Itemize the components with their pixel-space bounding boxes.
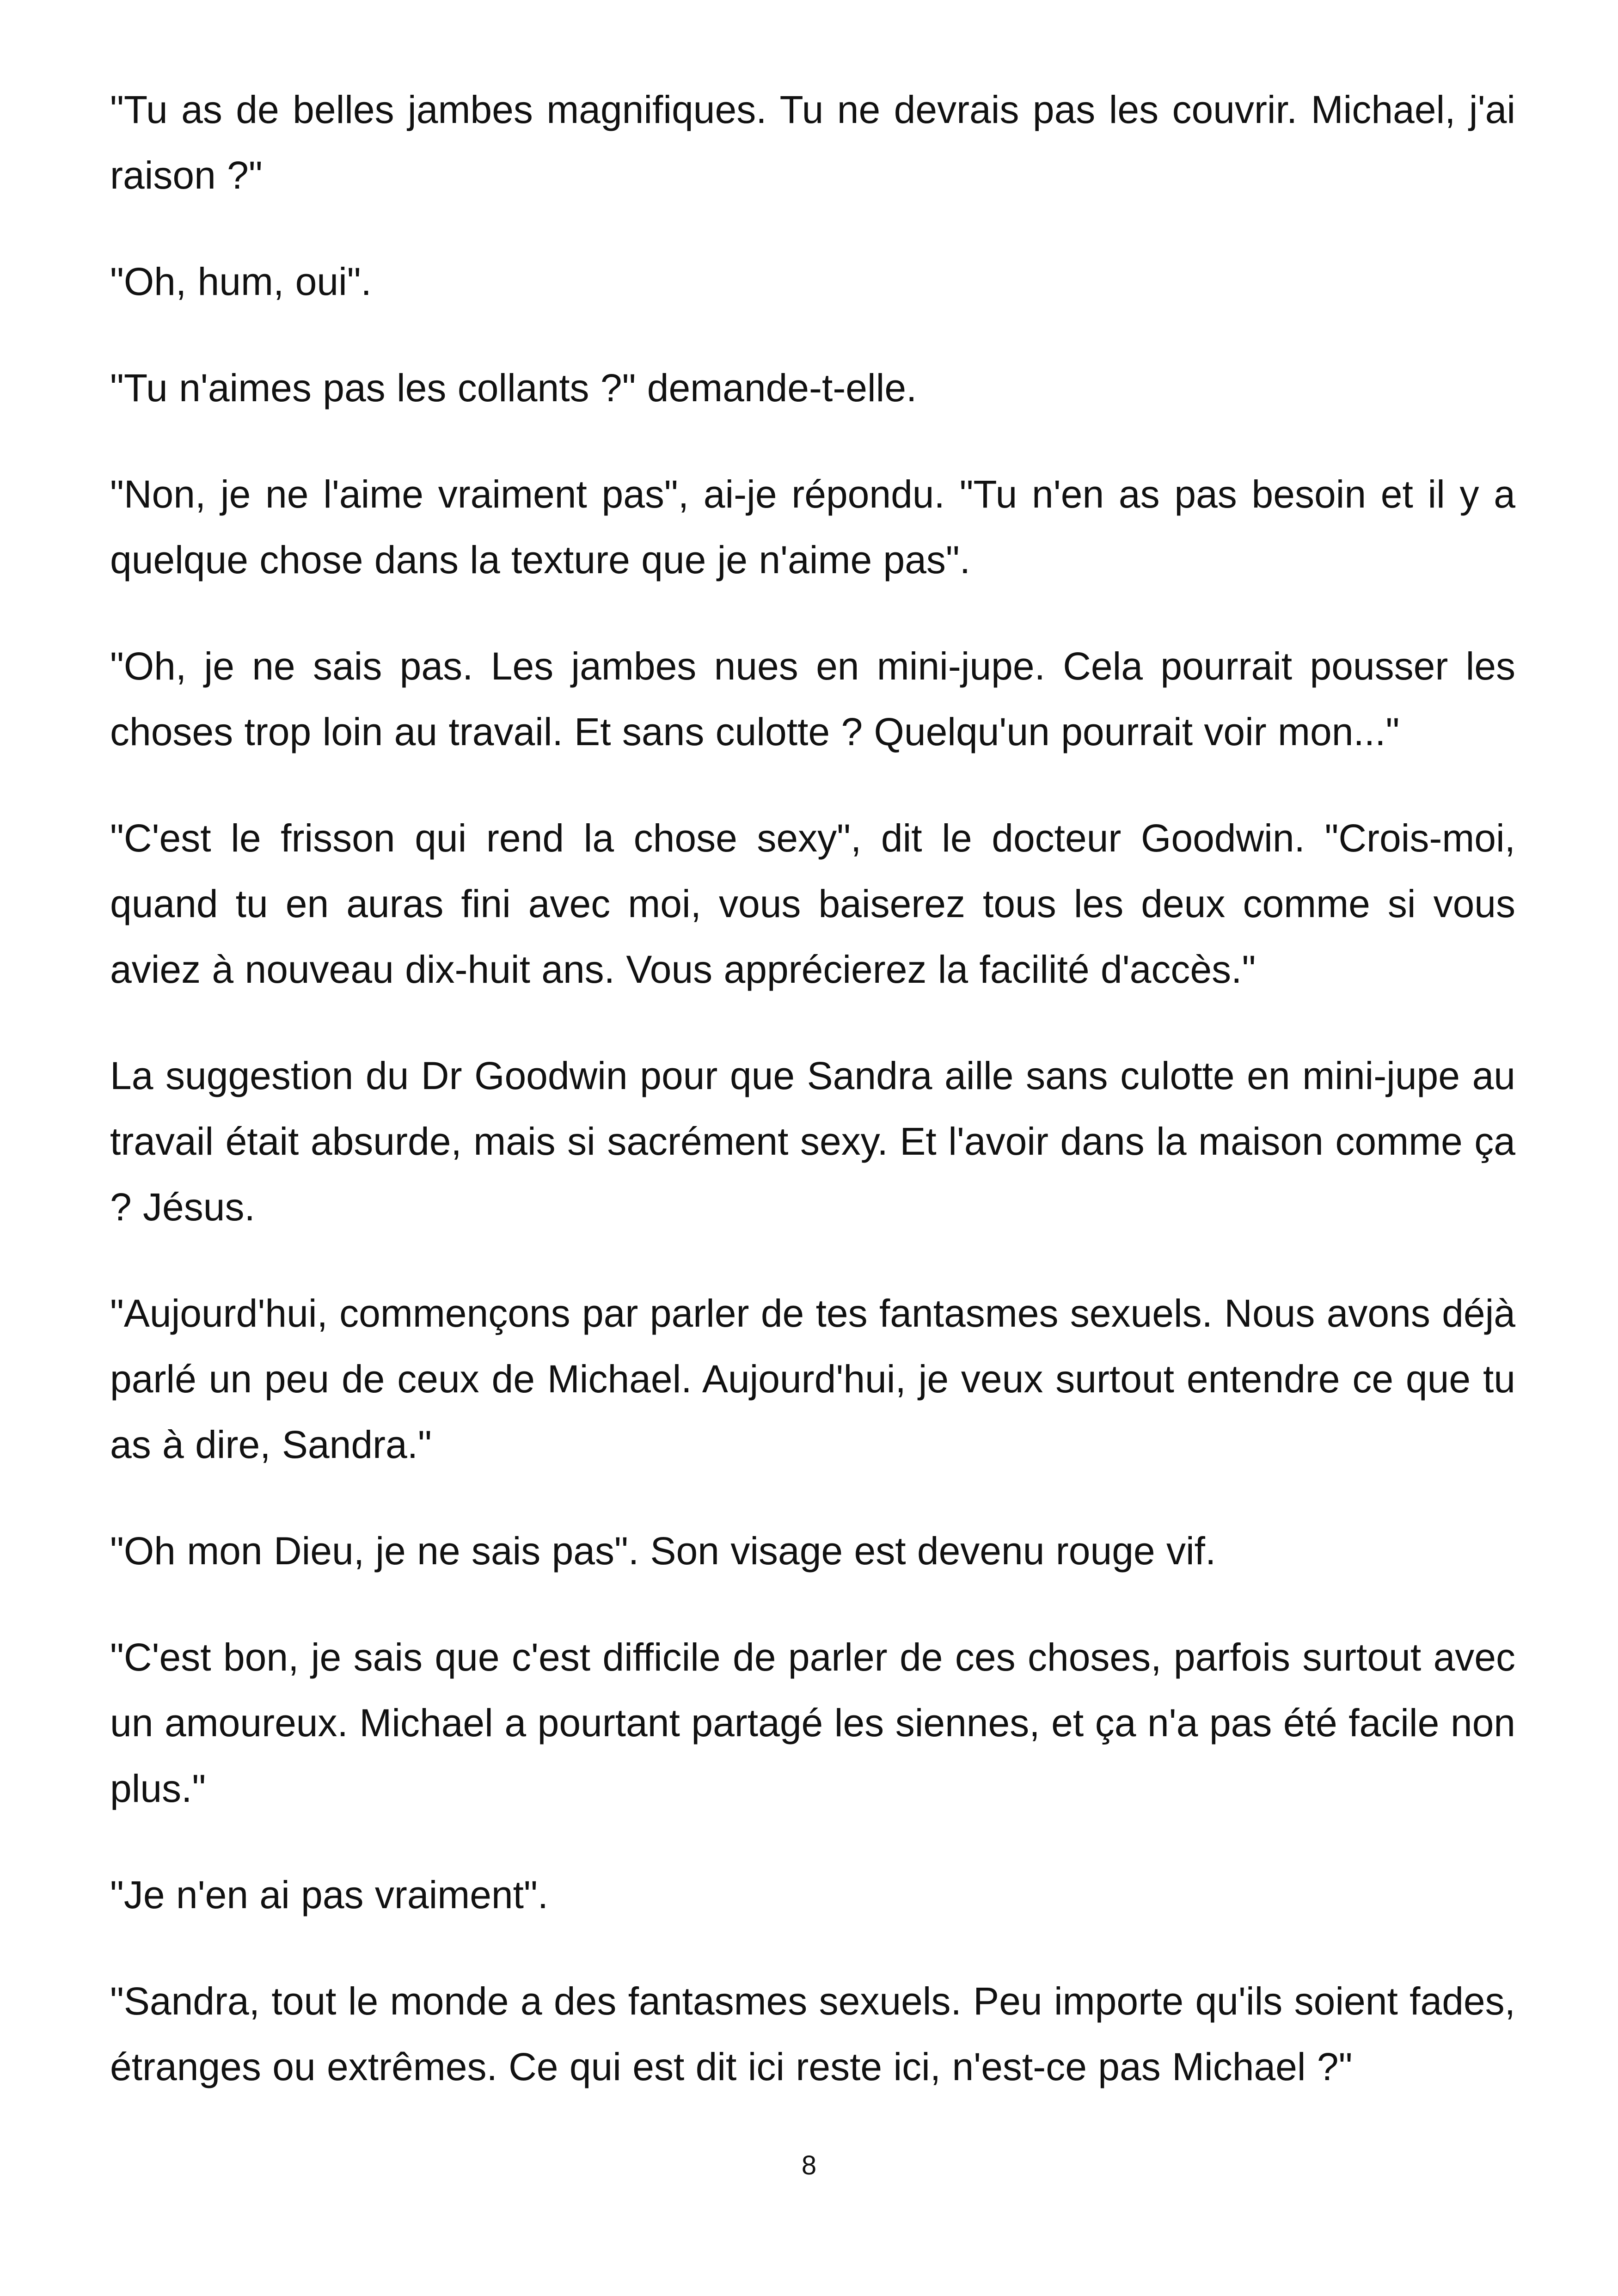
- paragraph: "Je n'en ai pas vraiment".: [110, 1873, 549, 1916]
- paragraph: "Sandra, tout le monde a des fantasmes sexuels. Peu importe qu'ils soient fades, étranges ou extrêmes. Ce qui est dit ici reste ici, n'est-ce pas Michael ?": [110, 1979, 1515, 2088]
- page-number: 8: [801, 2150, 817, 2180]
- paragraph: "C'est le frisson qui rend la chose sexy", dit le docteur Goodwin. "Crois-moi, quand tu en auras fini avec moi, vous baiserez tous les deux comme si vous aviez à nouveau dix-huit ans. Vous apprécierez la facilité d'accès.": [110, 816, 1515, 991]
- paragraph: "Non, je ne l'aime vraiment pas", ai-je répondu. "Tu n'en as pas besoin et il y a quelque chose dans la texture que je n'aime pas".: [110, 472, 1515, 582]
- paragraph: La suggestion du Dr Goodwin pour que Sandra aille sans culotte en mini-jupe au travail était absurde, mais si sacrément sexy. Et l'avoir dans la maison comme ça ? Jésus.: [110, 1054, 1515, 1229]
- paragraph: "Aujourd'hui, commençons par parler de tes fantasmes sexuels. Nous avons déjà parlé un peu de ceux de Michael. Aujourd'hui, je veux surtout entendre ce que tu as à dire, Sandra.": [110, 1292, 1515, 1466]
- paragraph: "Oh mon Dieu, je ne sais pas". Son visage est devenu rouge vif.: [110, 1529, 1216, 1573]
- paragraph: "Oh, hum, oui".: [110, 260, 372, 303]
- paragraph: "Oh, je ne sais pas. Les jambes nues en mini-jupe. Cela pourrait pousser les choses trop loin au travail. Et sans culotte ? Quelqu'un pourrait voir mon...": [110, 644, 1515, 753]
- body-text: [110, 77, 1515, 2140]
- paragraph: "Tu as de belles jambes magnifiques. Tu ne devrais pas les couvrir. Michael, j'ai raison ?": [110, 88, 1515, 197]
- paragraph: "C'est bon, je sais que c'est difficile de parler de ces choses, parfois surtout avec un amoureux. Michael a pourtant partagé les siennes, et ça n'a pas été facile non plus.": [110, 1635, 1515, 1810]
- paragraph: "Tu n'aimes pas les collants ?" demande-t-elle.: [110, 366, 917, 410]
